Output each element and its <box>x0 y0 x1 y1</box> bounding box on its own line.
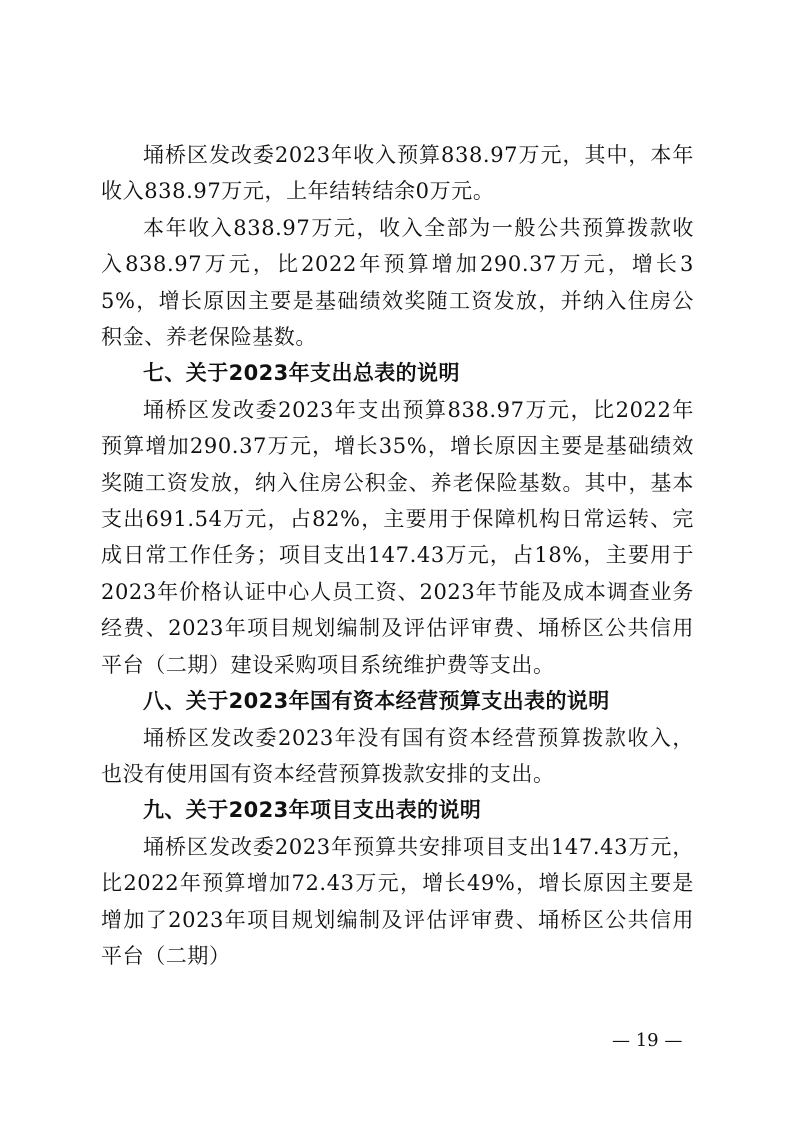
paragraph-income-budget: 埇桥区发改委2023年收入预算838.97万元，其中，本年收入838.97万元，上年结转结余0万元。 <box>101 143 694 204</box>
paragraph-state-capital: 埇桥区发改委2023年没有国有资本经营预算拨款收入，也没有使用国有资本经营预算拨款安排的支出。 <box>101 725 694 786</box>
paragraph-project-expenditure: 埇桥区发改委2023年预算共安排项目支出147.43万元，比2022年预算增加72.43万元，增长49%，增长原因主要是增加了2023年项目规划编制及评估评审费、埇桥区公共信用平台（二期） <box>101 834 694 968</box>
section-heading-expenditure-summary: 七、关于2023年支出总表的说明 <box>143 361 460 386</box>
document-body <box>101 137 694 974</box>
paragraph-expenditure-summary: 埇桥区发改委2023年支出预算838.97万元，比2022年预算增加290.37万元，增长35%，增长原因主要是基础绩效奖随工资发放，纳入住房公积金、养老保险基数。其中，基本支出691.54万元，占82%，主要用于保障机构日常运转、完成日常工作任务；项目支出147.43万元，占18%，主要用于2023年价格认证中心人员工资、2023年节能及成本调查业务经费、2023年项目规划编制及评估评审费、埇桥区公共信用平台（二期）建设采购项目系统维护费等支出。 <box>101 397 694 677</box>
paragraph-current-year-income: 本年收入838.97万元，收入全部为一般公共预算拨款收入838.97万元，比2022年预算增加290.37万元，增长35%，增长原因主要是基础绩效奖随工资发放，并纳入住房公积金、养老保险基数。 <box>101 215 694 350</box>
section-heading-state-capital: 八、关于2023年国有资本经营预算支出表的说明 <box>143 689 610 714</box>
page-number: — 19 — <box>612 1030 683 1051</box>
section-heading-project-expenditure: 九、关于2023年项目支出表的说明 <box>143 798 482 823</box>
